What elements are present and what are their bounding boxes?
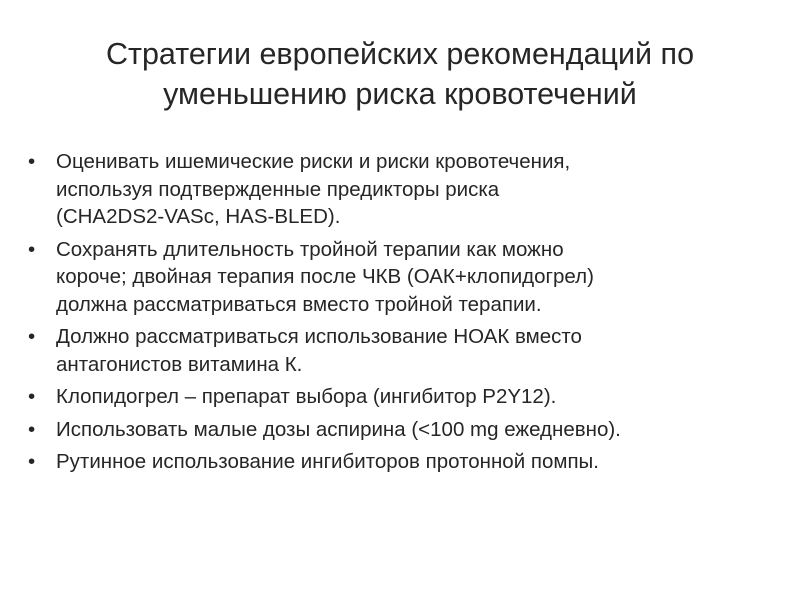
bullet-line: Клопидогрел – препарат выбора (ингибитор P2Y12). <box>56 385 557 408</box>
slide-title-line: уменьшению риска кровотечений <box>163 77 637 111</box>
bullet-item <box>28 448 778 476</box>
bullet-item <box>28 148 778 231</box>
bullet-marker: • <box>28 150 36 173</box>
bullet-text <box>56 323 778 378</box>
bullet-marker: • <box>28 237 36 261</box>
bullet-marker: • <box>28 450 36 473</box>
bullet-list <box>28 148 778 481</box>
bullet-text <box>56 448 778 476</box>
bullet-text <box>56 416 778 444</box>
bullet-marker: • <box>28 325 36 348</box>
bullet-item <box>28 416 778 444</box>
bullet-marker: • <box>28 385 36 408</box>
bullet-line: антагонистов витамина К. <box>56 352 303 376</box>
bullet-line: короче; двойная терапия после ЧКВ (ОАК+клопидогрел) <box>56 265 594 288</box>
bullet-text <box>56 148 778 231</box>
bullet-marker: • <box>28 417 36 441</box>
bullet-line: Сохранять длительность тройной терапии как можно <box>56 237 564 261</box>
bullet-text <box>56 236 778 319</box>
bullet-text <box>56 383 778 411</box>
bullet-line: (CHA2DS2-VASc, HAS-BLED). <box>56 205 341 228</box>
bullet-item <box>28 323 778 378</box>
bullet-line: используя подтвержденные предикторы риска <box>56 177 500 201</box>
bullet-item <box>28 236 778 319</box>
bullet-item <box>28 383 778 411</box>
slide-title <box>40 34 760 114</box>
bullet-line: Должно рассматриваться использование НОАК вместо <box>56 325 582 348</box>
bullet-line: Использовать малые дозы аспирина (<100 mg ежедневно). <box>56 417 621 441</box>
bullet-line: должна рассматриваться вместо тройной терапии. <box>56 292 542 316</box>
bullet-line: Оценивать ишемические риски и риски кровотечения, <box>56 150 571 173</box>
slide-title-line: Стратегии европейских рекомендаций по <box>105 37 695 71</box>
bullet-line: Рутинное использование ингибиторов протонной помпы. <box>56 450 599 473</box>
